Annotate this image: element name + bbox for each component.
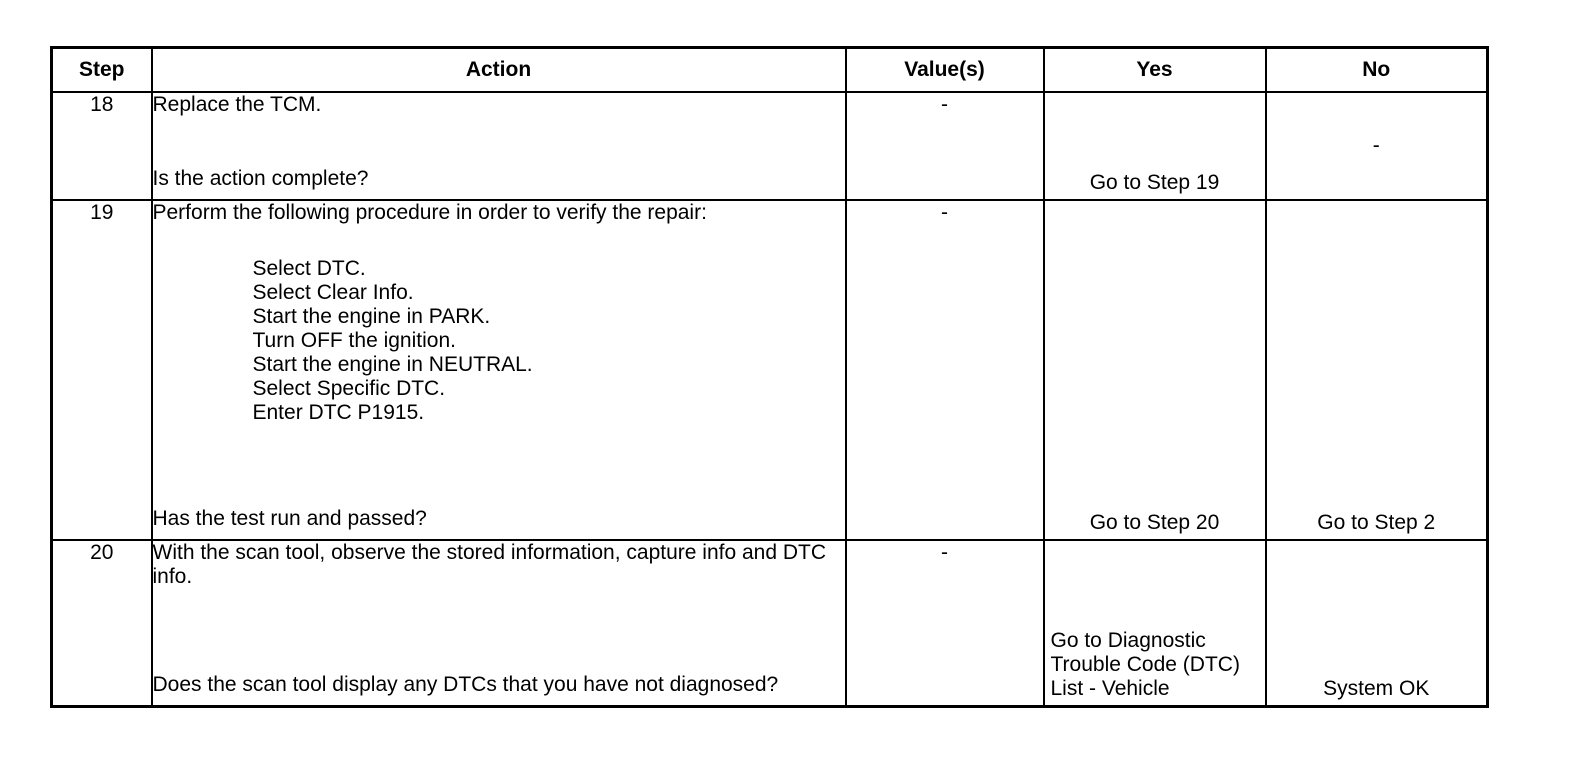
value-cell: - [846, 540, 1044, 706]
header-yes: Yes [1044, 48, 1266, 93]
action-question: Does the scan tool display any DTCs that you have not diagnosed? [152, 673, 779, 696]
no-link[interactable]: Go to Step 2 [1317, 511, 1436, 534]
step-number: 20 [52, 540, 152, 706]
table-row-step-19 [52, 200, 1488, 540]
procedure-item: Select Specific DTC. [252, 377, 446, 400]
header-row [52, 48, 1488, 93]
action-cell [152, 92, 846, 200]
yes-cell [1044, 92, 1266, 200]
procedure-item: Start the engine in NEUTRAL. [252, 353, 533, 376]
action-question: Is the action complete? [152, 167, 369, 190]
no-cell [1266, 92, 1488, 200]
procedure-item: Start the engine in PARK. [252, 305, 491, 328]
yes-link[interactable]: Go to Step 20 [1089, 511, 1220, 534]
action-cell [152, 540, 846, 706]
header-step: Step [52, 48, 152, 93]
value-cell: - [846, 200, 1044, 540]
procedure-item: Enter DTC P1915. [252, 401, 425, 424]
yes-cell [1044, 540, 1266, 706]
action-text: Replace the TCM. [152, 93, 322, 116]
action-question: Has the test run and passed? [152, 507, 427, 530]
yes-link[interactable]: Go to Diagnostic Trouble Code (DTC) List - Vehicle [1050, 628, 1240, 700]
header-values: Value(s) [846, 48, 1044, 93]
procedure-item: Select Clear Info. [252, 281, 414, 304]
header-no: No [1266, 48, 1488, 93]
no-cell [1266, 540, 1488, 706]
action-text: Perform the following procedure in order to verify the repair: [152, 201, 707, 224]
value-cell: - [846, 92, 1044, 200]
action-cell [152, 200, 846, 540]
table-row-step-18 [52, 92, 1488, 200]
procedure-item: Select DTC. [252, 257, 366, 280]
step-number: 19 [52, 200, 152, 540]
action-text: With the scan tool, observe the stored information, capture info and DTC info. [152, 541, 827, 588]
diagnostic-table [50, 46, 1489, 708]
no-value: System OK [1323, 676, 1430, 700]
yes-link[interactable]: Go to Step 19 [1089, 171, 1220, 194]
step-number: 18 [52, 92, 152, 200]
table-row-step-20 [52, 540, 1488, 706]
procedure-item: Turn OFF the ignition. [252, 329, 456, 352]
header-action: Action [152, 48, 846, 93]
no-cell [1266, 200, 1488, 540]
no-value: - [1372, 134, 1380, 157]
procedure-list [253, 257, 845, 425]
yes-cell [1044, 200, 1266, 540]
